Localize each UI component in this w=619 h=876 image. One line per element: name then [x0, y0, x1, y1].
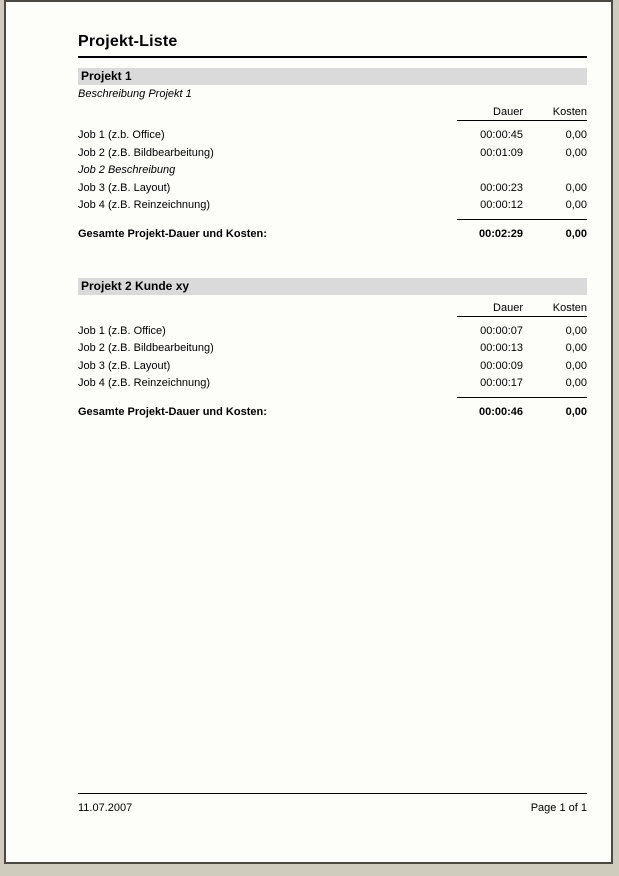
- job-row: [78, 180, 587, 198]
- job-label: Job 3 (z.B. Layout): [78, 181, 171, 194]
- job-kosten: 0,00: [565, 377, 587, 389]
- columns-divider: [457, 316, 587, 317]
- job-description-row: [78, 162, 587, 180]
- job-kosten: 0,00: [565, 146, 587, 159]
- title-divider: [78, 56, 587, 58]
- job-dauer: 00:00:23: [480, 181, 523, 194]
- project-section-2: [78, 278, 587, 420]
- job-kosten: 0,00: [565, 324, 587, 337]
- job-label: Job 3 (z.B. Layout): [78, 359, 171, 372]
- job-kosten: 0,00: [565, 199, 587, 211]
- column-headers: [78, 301, 587, 316]
- project-section-1: [78, 68, 587, 242]
- report-content: [6, 2, 611, 420]
- job-dauer: 00:00:45: [480, 129, 523, 141]
- job-label: Job 1 (z.B. Office): [78, 324, 166, 337]
- total-label: Gesamte Projekt-Dauer und Kosten:: [78, 405, 267, 418]
- job-kosten: [523, 162, 587, 180]
- section-header: Projekt 1: [78, 68, 587, 85]
- job-dauer: 00:00:07: [480, 324, 523, 337]
- total-divider: [457, 397, 587, 398]
- total-kosten: 0,00: [565, 227, 587, 240]
- job-row: [78, 358, 587, 376]
- column-header-dauer: Dauer: [493, 301, 523, 314]
- total-kosten: 0,00: [565, 405, 587, 418]
- job-dauer: [457, 162, 523, 180]
- page-title: Projekt-Liste: [78, 33, 178, 50]
- job-row: [78, 197, 587, 215]
- job-rows: [78, 127, 587, 215]
- total-divider: [457, 219, 587, 220]
- job-kosten: 0,00: [565, 359, 587, 372]
- job-description: Job 2 Beschreibung: [78, 164, 176, 176]
- footer-page-number: Page 1 of 1: [530, 802, 587, 814]
- job-label: Job 1 (z.b. Office): [78, 129, 165, 141]
- job-label: Job 2 (z.B. Bildbearbeitung): [78, 146, 214, 159]
- total-label: Gesamte Projekt-Dauer und Kosten:: [78, 227, 267, 240]
- job-dauer: 00:00:09: [480, 359, 523, 372]
- job-kosten: 0,00: [565, 342, 587, 354]
- column-header-kosten: Kosten: [552, 106, 587, 118]
- job-row: [78, 145, 587, 163]
- columns-divider: [457, 120, 587, 121]
- job-row: [78, 127, 587, 145]
- job-label: Job 4 (z.B. Reinzeichnung): [78, 199, 211, 211]
- job-label: Job 4 (z.B. Reinzeichnung): [78, 377, 211, 389]
- section-header: Projekt 2 Kunde xy: [78, 278, 587, 295]
- column-headers: [78, 105, 587, 120]
- report-page: [4, 0, 613, 864]
- job-kosten: 0,00: [565, 129, 587, 141]
- job-dauer: 00:01:09: [480, 146, 523, 159]
- job-label: Job 2 (z.B. Bildbearbeitung): [78, 342, 214, 354]
- page-footer: [78, 793, 587, 814]
- job-row: [78, 340, 587, 358]
- column-header-dauer: Dauer: [493, 106, 523, 118]
- job-dauer: 00:00:13: [480, 342, 523, 354]
- footer-date: 11.07.2007: [78, 802, 133, 814]
- total-dauer: 00:02:29: [478, 227, 523, 240]
- section-total-row: [78, 404, 587, 420]
- job-row: [78, 375, 587, 393]
- job-rows: [78, 323, 587, 393]
- job-dauer: 00:00:17: [480, 377, 523, 389]
- job-row: [78, 323, 587, 341]
- column-header-kosten: Kosten: [552, 301, 587, 314]
- job-dauer: 00:00:12: [480, 199, 523, 211]
- job-kosten: 0,00: [565, 181, 587, 194]
- section-total-row: [78, 226, 587, 242]
- total-dauer: 00:00:46: [478, 405, 523, 418]
- section-description: Beschreibung Projekt 1: [78, 88, 192, 100]
